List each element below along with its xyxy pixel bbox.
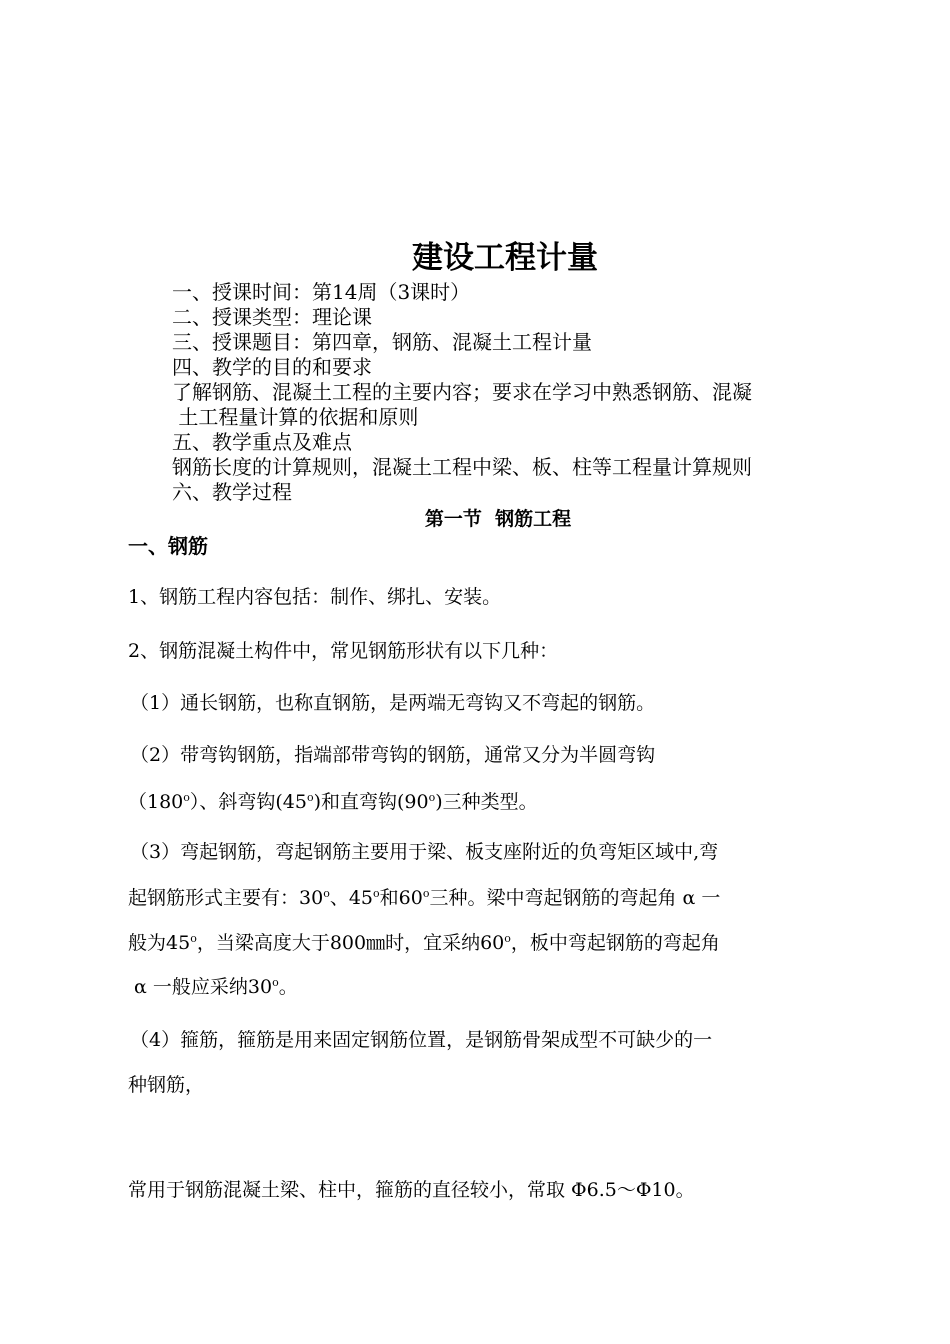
document-title: 建设工程计量 xyxy=(412,240,598,276)
process-heading: 六、教学过程 xyxy=(172,480,292,504)
degree-mark: o xyxy=(306,791,314,804)
paragraph-4-line1: （2）带弯钩钢筋，指端部带弯钩的钢筋，通常又分为半圆弯钩 xyxy=(130,744,656,766)
text-segment: 和60 xyxy=(379,887,423,909)
goals-text-line2: 土工程量计算的依据和原则 xyxy=(172,405,419,429)
goals-heading: 四、教学的目的和要求 xyxy=(172,355,372,379)
text-segment: ，当梁高度大于800㎜时，宜采纳60 xyxy=(196,932,505,954)
lesson-type-line: 二、授课类型：理论课 xyxy=(172,305,372,329)
paragraph-5-line1: （3）弯起钢筋，弯起钢筋主要用于梁、板支座附近的负弯矩区域中,弯 xyxy=(130,841,719,863)
text-segment: ）、斜弯钩(45 xyxy=(189,791,307,813)
text-segment: )和直弯钩(90 xyxy=(313,791,429,813)
section-title: 第一节 钢筋工程 xyxy=(424,508,572,530)
text-segment: 三种。梁中弯起钢筋的弯起角 α 一 xyxy=(429,887,721,909)
paragraph-3: （1）通长钢筋，也称直钢筋，是两端无弯钩又不弯起的钢筋。 xyxy=(130,692,656,714)
text-segment: )三种类型。 xyxy=(435,791,538,813)
text-segment: 般为45 xyxy=(128,932,191,954)
lesson-topic-line: 三、授课题目：第四章，钢筋、混凝土工程计量 xyxy=(172,330,592,354)
paragraph-5-line2 xyxy=(128,883,720,910)
paragraph-5-line4 xyxy=(128,972,298,999)
degree-mark: o xyxy=(504,932,511,945)
key-points-heading: 五、教学重点及难点 xyxy=(172,430,352,454)
goals-text-line1: 了解钢筋、混凝土工程的主要内容；要求在学习中熟悉钢筋、混凝 xyxy=(172,380,752,404)
text-segment: （180 xyxy=(128,791,184,813)
lesson-time-line: 一、授课时间：第14周（3课时） xyxy=(172,280,471,304)
degree-mark: o xyxy=(422,887,430,900)
paragraph-6-line2: 种钢筋， xyxy=(128,1074,205,1096)
text-segment: 。 xyxy=(278,976,298,998)
degree-mark: o xyxy=(428,791,436,804)
degree-mark: o xyxy=(323,887,330,900)
paragraph-2: 2、钢筋混凝土构件中，常见钢筋形状有以下几种： xyxy=(128,640,559,662)
key-points-text: 钢筋长度的计算规则，混凝土工程中梁、板、柱等工程量计算规则 xyxy=(172,455,752,479)
text-segment: 、45 xyxy=(329,887,373,909)
text-segment: ，板中弯起钢筋的弯起角 xyxy=(510,932,720,954)
paragraph-5-line3 xyxy=(128,928,720,955)
paragraph-1: 1、钢筋工程内容包括：制作、绑扎、安装。 xyxy=(128,586,502,608)
paragraph-6-line1: （4）箍筋，箍筋是用来固定钢筋位置，是钢筋骨架成型不可缺少的一 xyxy=(130,1029,713,1051)
text-segment: 起钢筋形式主要有：30 xyxy=(128,887,324,909)
degree-mark: o xyxy=(183,791,190,804)
paragraph-7: 常用于钢筋混凝土梁、柱中，箍筋的直径较小，常取 Φ6.5～Φ10。 xyxy=(128,1179,695,1201)
degree-mark: o xyxy=(272,976,279,989)
paragraph-4-line2 xyxy=(128,787,538,814)
degree-mark: o xyxy=(373,887,380,900)
text-segment: α 一般应采纳30 xyxy=(128,976,273,998)
subsection-title: 一、钢筋 xyxy=(128,534,208,558)
degree-mark: o xyxy=(190,932,197,945)
